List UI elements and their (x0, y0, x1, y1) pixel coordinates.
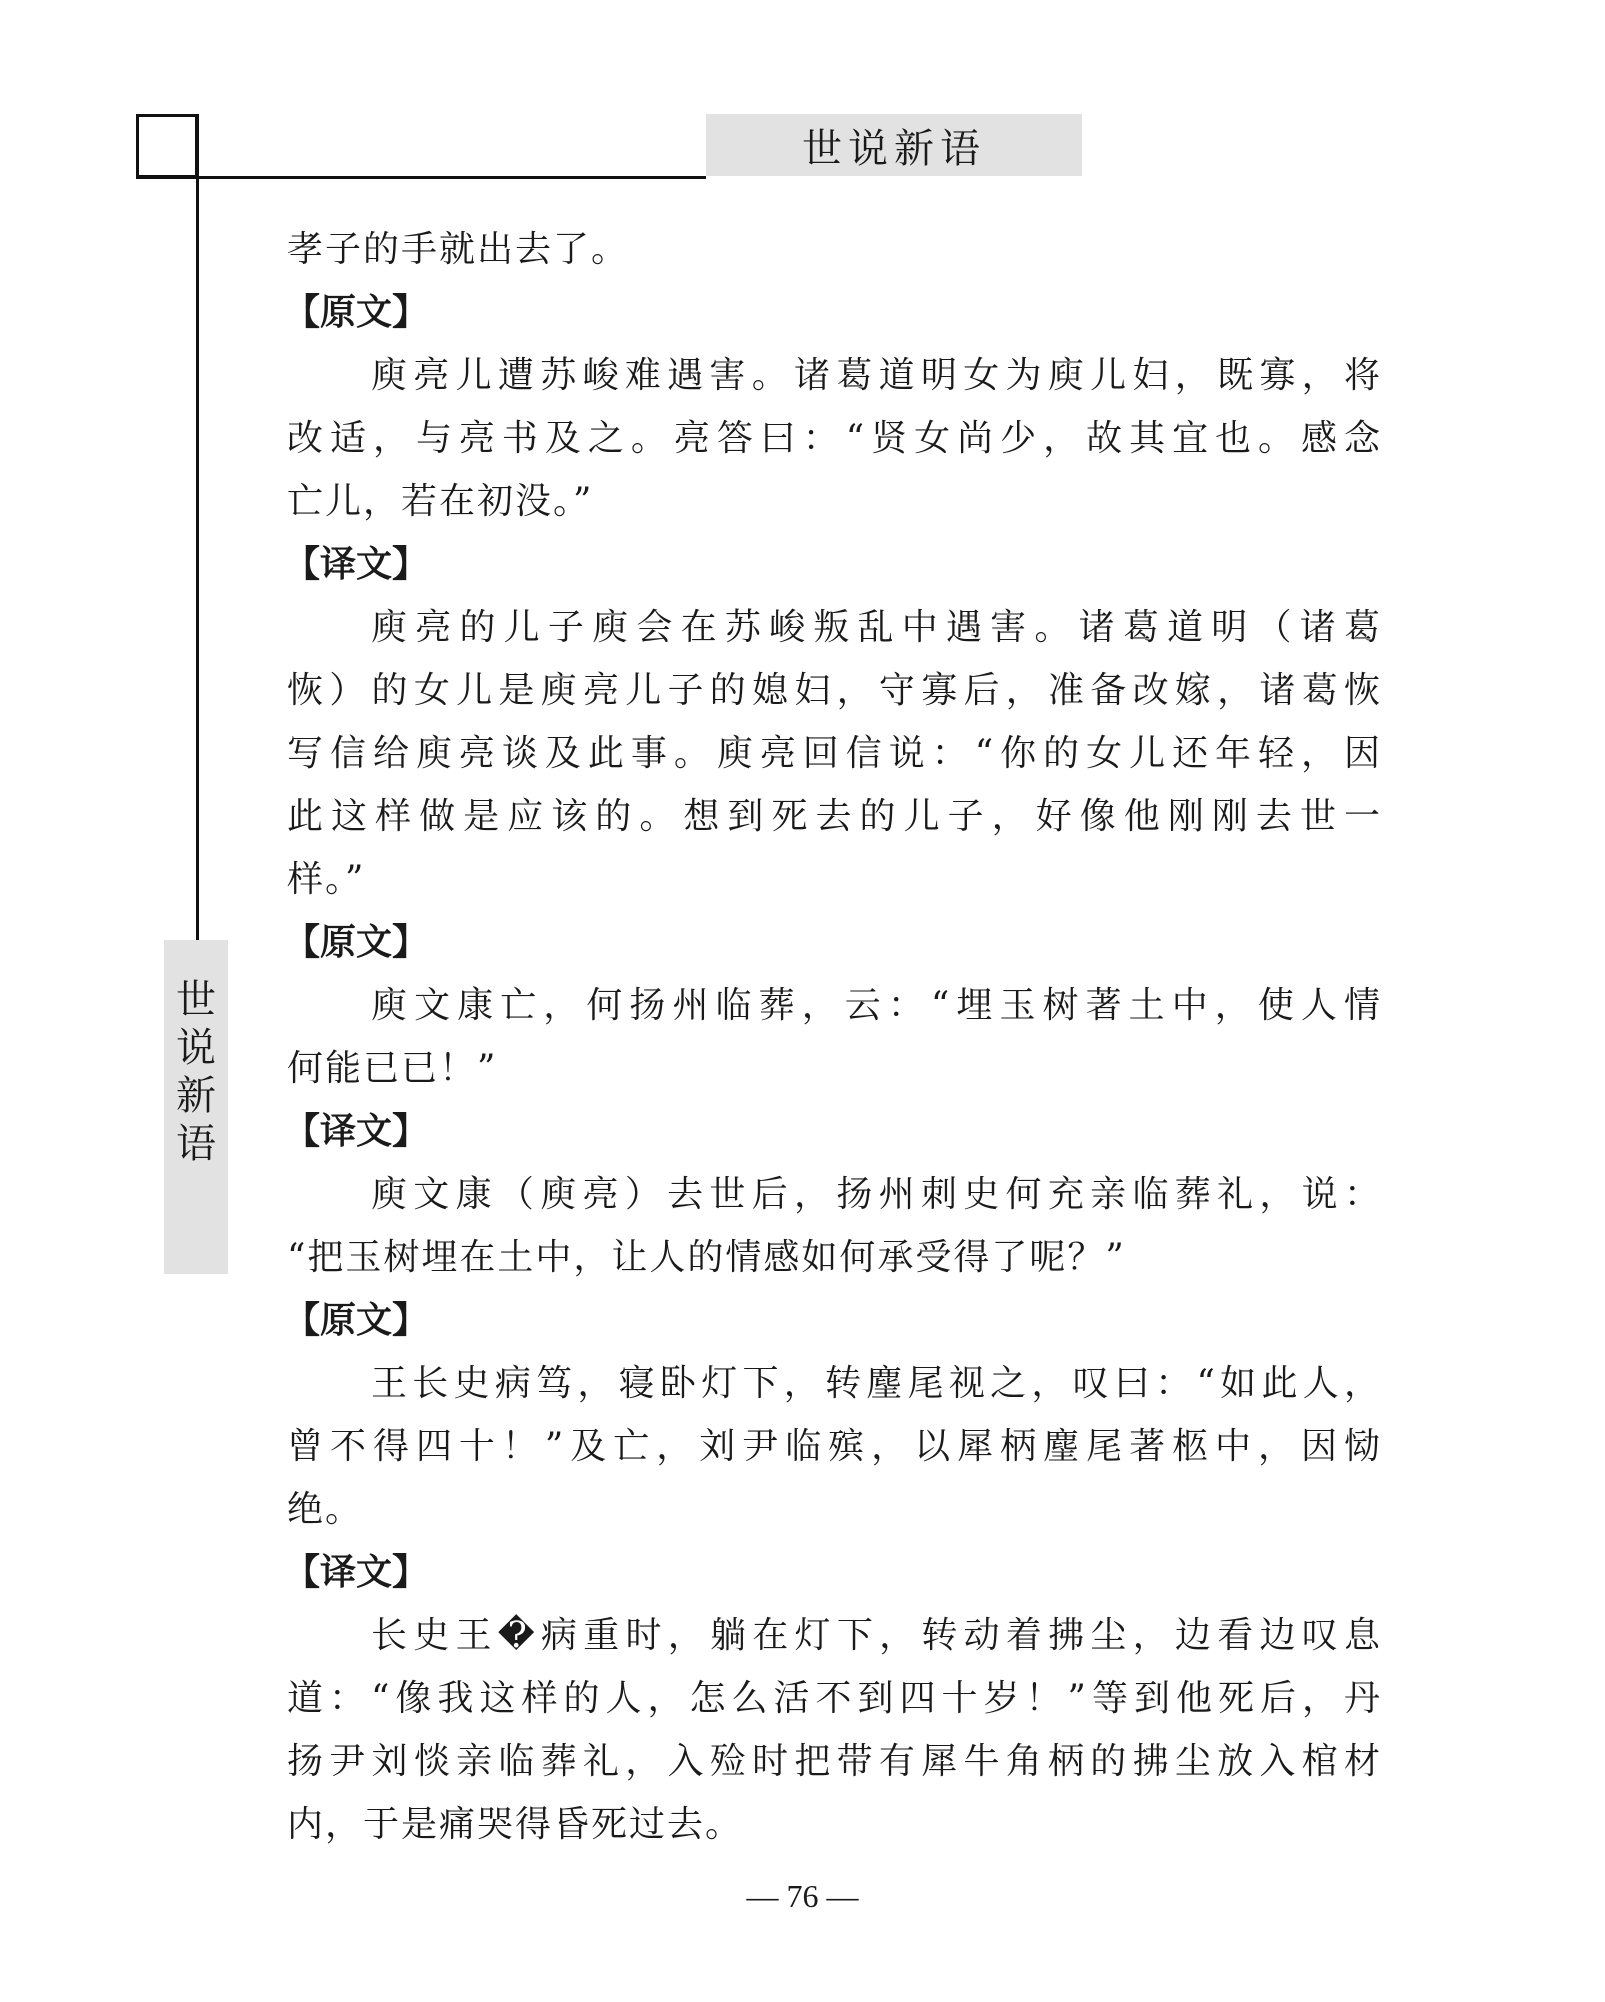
section-heading: 【译文】 (284, 1111, 429, 1152)
text-line: 内，于是痛哭得昏死过去。 (287, 1804, 744, 1845)
text-line: 庾亮的儿子庾会在苏峻叛乱中遇害。诸葛道明（诸葛 (371, 607, 1382, 648)
side-tab-char: 新 (176, 1073, 216, 1119)
side-tab-char: 说 (176, 1025, 216, 1071)
text-line: 写信给庾亮谈及此事。庾亮回信说：“你的女儿还年轻，因 (287, 733, 1382, 774)
side-tab-char: 世 (176, 977, 216, 1023)
corner-box-decoration (136, 114, 198, 178)
text-line: 道：“像我这样的人，怎么活不到四十岁！”等到他死后，丹 (287, 1678, 1382, 1719)
side-tab-char: 语 (176, 1121, 216, 1167)
text-line: 孝子的手就出去了。 (287, 229, 630, 270)
text-line: “把玉树埋在土中，让人的情感如何承受得了呢？” (287, 1237, 1126, 1278)
running-header-title: 世说新语 (802, 125, 986, 172)
side-tab (164, 940, 228, 1274)
text-line: 曾不得四十！”及亡，刘尹临殡，以犀柄麈尾著柩中，因恸 (287, 1426, 1382, 1467)
running-header (706, 114, 1082, 176)
section-heading: 【原文】 (284, 292, 429, 333)
section-heading: 【译文】 (284, 1552, 429, 1593)
text-line: 样。” (287, 859, 366, 900)
margin-rule (196, 114, 199, 940)
text-line: 扬尹刘惔亲临葬礼，入殓时把带有犀牛角柄的拂尘放入棺材 (287, 1741, 1382, 1782)
text-line: 长史王�病重时，躺在灯下，转动着拂尘，边看边叹息 (371, 1615, 1382, 1656)
text-line: 此这样做是应该的。想到死去的儿子，好像他刚刚去世一 (287, 796, 1382, 837)
text-line: 王长史病笃，寝卧灯下，转麈尾视之，叹曰：“如此人， (371, 1363, 1382, 1404)
section-heading: 【原文】 (284, 922, 429, 963)
section-heading: 【译文】 (284, 544, 429, 585)
text-line: 何能已已！” (287, 1048, 498, 1089)
text-line: 改适，与亮书及之。亮答曰：“贤女尚少，故其宜也。感念 (287, 418, 1382, 459)
text-line: 亡儿，若在初没。” (287, 481, 594, 522)
page-number: — 76 — (746, 1878, 859, 1914)
text-line: 庾亮儿遭苏峻难遇害。诸葛道明女为庾儿妇，既寡，将 (371, 355, 1382, 396)
header-rule (136, 176, 706, 179)
section-heading: 【原文】 (284, 1300, 429, 1341)
text-line: 恢）的女儿是庾亮儿子的媳妇，守寡后，准备改嫁，诸葛恢 (287, 670, 1382, 711)
text-line: 庾文康亡，何扬州临葬，云：“埋玉树著土中，使人情 (371, 985, 1382, 1026)
text-line: 绝。 (287, 1489, 364, 1530)
body-text (284, 218, 1382, 1856)
text-line: 庾文康（庾亮）去世后，扬州刺史何充亲临葬礼，说： (371, 1174, 1382, 1215)
